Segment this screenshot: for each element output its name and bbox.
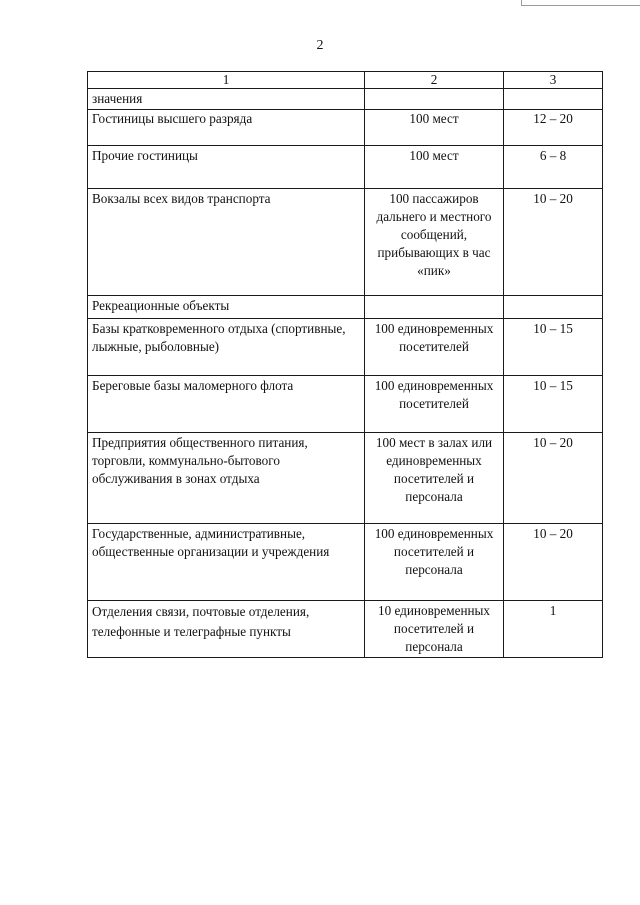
- spaces-cell: 10 – 20: [504, 433, 603, 524]
- table-row: [88, 601, 603, 658]
- table-row: [88, 89, 603, 110]
- object-type-cell: Прочие гостиницы: [88, 146, 365, 189]
- unit-cell: 100 пассажиров дальнего и местного сообщений, прибывающих в час «пик»: [365, 189, 504, 296]
- object-type-cell: Предприятия общественного питания, торговли, коммунально-бытового обслуживания в зонах отдыха: [88, 433, 365, 524]
- unit-cell: 100 единовременных посетителей и персонала: [365, 524, 504, 601]
- object-type-cell: Вокзалы всех видов транспорта: [88, 189, 365, 296]
- object-type-cell: Рекреационные объекты: [88, 296, 365, 319]
- spaces-cell: [504, 89, 603, 110]
- object-type-cell: значения: [88, 89, 365, 110]
- scan-corner-mark: [521, 0, 640, 6]
- object-type-cell: Базы кратковременного отдыха (спортивные, лыжные, рыболовные): [88, 319, 365, 376]
- table-row: [88, 524, 603, 601]
- unit-cell: [365, 296, 504, 319]
- object-type-cell: Гостиницы высшего разряда: [88, 110, 365, 146]
- unit-cell: 100 мест в залах или единовременных посетителей и персонала: [365, 433, 504, 524]
- spaces-cell: 10 – 20: [504, 189, 603, 296]
- object-type-cell: Отделения связи, почтовые отделения, телефонные и телеграфные пункты: [88, 601, 365, 658]
- unit-cell: 100 единовременных посетителей: [365, 319, 504, 376]
- object-type-cell: Государственные, административные, общественные организации и учреждения: [88, 524, 365, 601]
- spaces-cell: [504, 296, 603, 319]
- unit-cell: [365, 89, 504, 110]
- column-header-3: 3: [504, 72, 603, 89]
- table-row: [88, 433, 603, 524]
- object-type-cell: Береговые базы маломерного флота: [88, 376, 365, 433]
- table-row: [88, 110, 603, 146]
- table-row: [88, 296, 603, 319]
- spaces-cell: 10 – 15: [504, 319, 603, 376]
- spaces-cell: 6 – 8: [504, 146, 603, 189]
- unit-cell: 100 единовременных посетителей: [365, 376, 504, 433]
- spaces-cell: 10 – 15: [504, 376, 603, 433]
- table-row: [88, 319, 603, 376]
- table-header-row: [88, 72, 603, 89]
- parking-norms-table: [87, 71, 603, 658]
- unit-cell: 100 мест: [365, 146, 504, 189]
- spaces-cell: 12 – 20: [504, 110, 603, 146]
- spaces-cell: 10 – 20: [504, 524, 603, 601]
- page-number: 2: [316, 38, 324, 53]
- table-row: [88, 376, 603, 433]
- column-header-1: 1: [88, 72, 365, 89]
- unit-cell: 10 единовременных посетителей и персонала: [365, 601, 504, 658]
- unit-cell: 100 мест: [365, 110, 504, 146]
- table-row: [88, 146, 603, 189]
- table-row: [88, 189, 603, 296]
- column-header-2: 2: [365, 72, 504, 89]
- spaces-cell: 1: [504, 601, 603, 658]
